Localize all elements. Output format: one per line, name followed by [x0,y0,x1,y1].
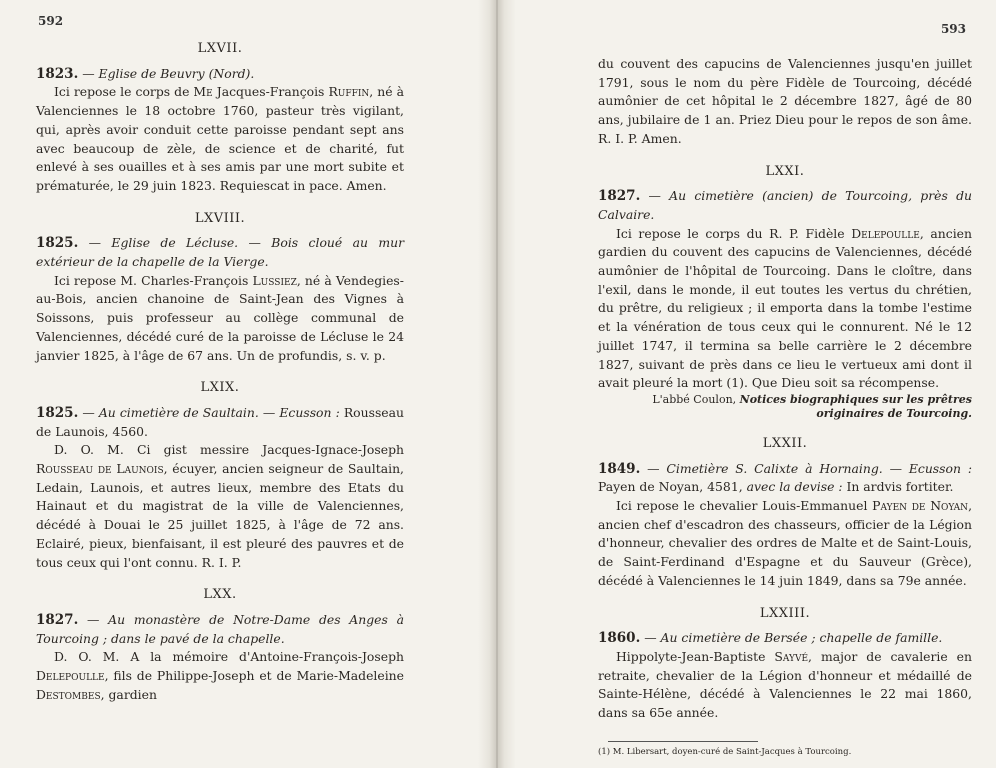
small-caps-name: Delepoulle [851,225,920,241]
body-text: , gardien [100,686,157,702]
entry-heading: LXXI. [765,163,805,179]
body-text: , écuyer, ancien seigneur de Saultain, Ledain, Launois, et autres lieux, membre des Etats du Hainaut et du magistrat de la ville de Valenciennes, décédé à Douai le 25 juillet 1825, à l'âge de 72 ans. Eclairé, pieux, bienfaisant, il est pleuré des pauvres et de tous ceux qui l'ont connu. R. I. P. [36,461,404,570]
entry-body [598,225,972,393]
entry-body [36,441,404,572]
entry-body [36,272,404,366]
continued-text: du couvent des capucins de Valenciennes jusqu'en juillet 1791, sous le nom du père Fidèle de Tourcoing, décédé aumônier de cet hôpital le 2 décembre 1827, âgé de 80 ans, jubilaire de 1 an. Priez Dieu pour le repos de son âme. R. I. P. Amen. [598,56,972,146]
entry-heading: LXXIII. [759,605,811,621]
body-text: Ici repose M. Charles-François [54,272,253,288]
page-number: 593 [940,22,966,36]
body-text: Ici repose le corps de M [54,84,207,100]
body-text: Jacques-François [212,84,329,100]
footnote-rule [608,741,758,742]
entry-motto-label: avec la devise : [746,479,847,495]
entry-location: — Cimetière S. Calixte à Hornaing. — Ecusson : [640,460,972,476]
body-text: , né à Valenciennes le 18 octobre 1760, pasteur très vigilant, qui, après avoir conduit cette paroisse pendant sept ans avec beaucoup de zèle, de science et de charité, fut enlevé à ses ouailles et à ses amis par une mort subite et prématurée, le 29 juin 1823. Requiescat in pace. Amen. [36,84,404,193]
entry-heading: LXIX. [200,380,240,396]
entry-subtitle: — Ecusson : [258,404,344,420]
entry-title [36,611,404,648]
body-text: , fils de Philippe-Joseph et de Marie-Madeleine [104,668,404,684]
small-caps-name: Payen de Noyan [872,498,969,514]
entry-heading: LXVIII. [194,210,246,226]
small-caps-name: Delepoulle [36,668,105,684]
body-text: , ancien gardien du couvent des capucins de Valenciennes, décédé aumônier de l'hôpital de Tourcoing. Dans le cloître, dans l'exil, dans le monde, il eut toutes les vertus du chrétien, du prêtre, du religieux ; il emporta dans la tombe l'estime et la vénération de tous ceux qui le connurent. Né le 12 juillet 1747, il termina sa belle carrière le 2 décembre 1827, suivant de près dans ce lieu le vertueux ami dont il avait pleuré la mort (1). Que Dieu soit sa récompense. [598,225,972,391]
entry-year: 1827. [36,611,79,628]
body-text: D. O. M. A la mémoire d'Antoine-François-Joseph [54,649,404,665]
entry-location: — Au cimetière (ancien) de Tourcoing, près du Calvaire. [598,188,972,222]
entry-motto: In ardvis fortiter. [846,479,954,495]
entry-heading: LXXII. [762,435,808,451]
body-text: , né à Vendegies-au-Bois, ancien chanoine de Saint-Jean des Vignes à Soissons, puis professeur au collège communal de Valenciennes, décédé curé de la paroisse de Lécluse le 24 janvier 1825, à l'âge de 67 ans. Un de profundis, s. v. p. [36,272,404,363]
entry-location: — Au cimetière de Bersée ; chapelle de famille. [640,630,943,646]
attribution-work: Notices biographiques sur les prêtres originaires de Tourcoing. [739,392,972,420]
entry-heading: LXVII. [197,41,243,56]
entry-location: — Eglise de Lécluse. — Bois cloué au mur extérieur de la chapelle de la Vierge. [36,235,404,270]
right-column [598,55,972,758]
entry-location: — Au cimetière de Saultain. [78,404,259,420]
right-page [516,0,996,768]
body-text: , ancien chef d'escadron des chasseurs, officier de la Légion d'honneur, chevalier des ordres de Malte et de Saint-Louis, de Saint-Ferdinand d'Espagne et du Sauveur (Grèce), décédé à Valenciennes le 14 juin 1849, dans sa 79e année. [598,498,973,588]
small-caps-name: Sayvé [774,648,809,664]
entry-year: 1849. [598,460,641,477]
entry-year: 1860. [598,630,641,647]
entry-body [36,648,404,704]
entry-year: 1825. [36,235,79,252]
small-caps-name: e [206,84,213,100]
left-column [36,40,404,705]
book-gutter [478,0,516,768]
entry-body [598,497,972,591]
entry-title [598,187,972,224]
entry-subtitle-text: Payen de Noyan, 4581, [598,479,747,495]
entry-title [36,404,404,441]
entry-body [36,83,404,195]
small-caps-name: Lussiez [252,272,297,288]
entry-title [598,460,972,497]
entry-subtitle-text: Rousseau de Launois, 4560. [36,404,404,439]
entry-title [36,234,404,271]
footnote: (1) M. Libersart, doyen-curé de Saint-Jacques à Tourcoing. [598,746,852,757]
small-caps-name: Rousseau de Launois [36,461,164,477]
entry-body [598,648,972,723]
attribution-author: L'abbé Coulon, [652,392,740,406]
footnote-area [598,741,972,758]
body-text: Hippolyte-Jean-Baptiste [616,648,775,664]
entry-year: 1825. [36,404,79,421]
body-text: Ici repose le corps du R. P. Fidèle [616,225,852,241]
entry-location: — Eglise de Beuvry (Nord). [78,65,255,81]
entry-title [36,65,404,84]
entry-heading: LXX. [203,587,237,603]
small-caps-name: Destombes [36,686,101,702]
body-text: D. O. M. Ci gist messire Jacques-Ignace-Joseph [54,442,404,458]
attribution [598,393,972,421]
entry-year: 1827. [598,188,641,205]
entry-title [598,629,972,648]
body-text: , major de cavalerie en retraite, chevalier de la Légion d'honneur et médaillé de Sainte-Hélène, décédé à Valenciennes le 22 mai 1860, dans sa 65e année. [598,648,972,721]
page-number: 592 [38,14,64,28]
body-text: Ici repose le chevalier Louis-Emmanuel [616,498,873,514]
left-page [0,0,478,768]
entry-location: — Au monastère de Notre-Dame des Anges à Tourcoing ; dans le pavé de la chapelle. [36,611,404,646]
entry-year: 1823. [36,65,79,82]
small-caps-name: Ruffin [328,84,370,100]
